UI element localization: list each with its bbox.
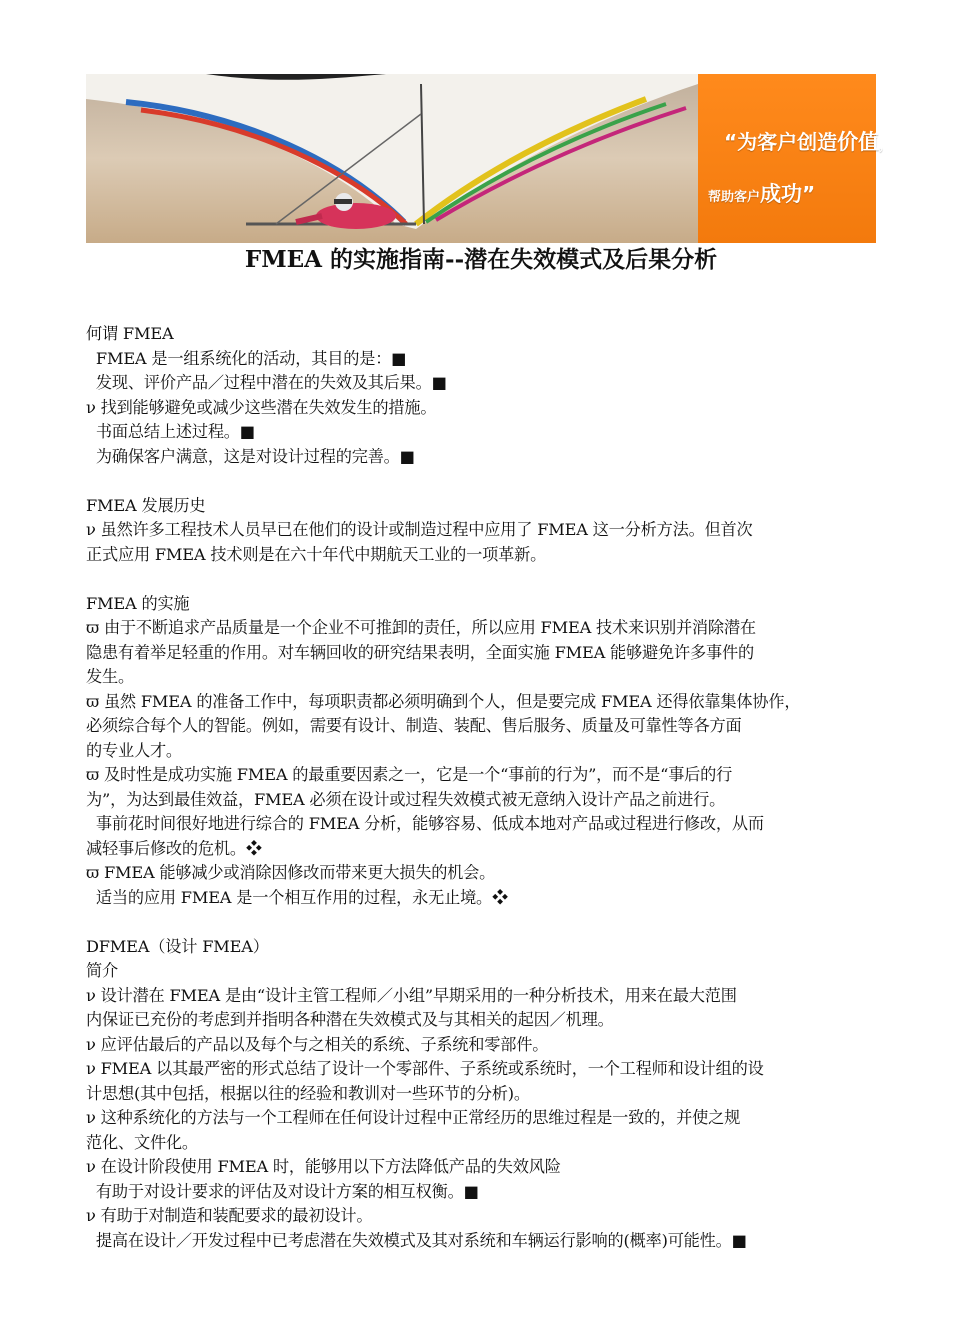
section-3 (86, 592, 886, 911)
slogan-line-2-suffix: ” (802, 182, 816, 206)
paragraph-line: ϖ FMEA 能够减少或消除因修改而带来更大损失的机会。 (86, 863, 496, 882)
paragraph-line: ϖ 及时性是成功实施 FMEA 的最重要因素之一，它是一个“事前的行为”，而不是“事后的行 (86, 765, 733, 784)
slogan-line-1 (724, 126, 892, 156)
paragraph-line: 发生。 (86, 667, 134, 686)
section-4 (86, 935, 886, 1254)
section-heading: DFMEA（设计 FMEA） (86, 936, 269, 956)
paragraph-line: 有助于对设计要求的评估及对设计方案的相互权衡。■ (86, 1181, 479, 1201)
slogan-line-1-emphasis: 价值 (837, 130, 880, 154)
paragraph-line: ν 虽然许多工程技术人员早已在他们的设计或制造过程中应用了 FMEA 这一分析方法。但首次 (86, 520, 753, 539)
slogan-line-2-emphasis: 成功 (760, 182, 803, 206)
paragraph-line: 书面总结上述过程。■ (86, 422, 255, 441)
section-heading: 何谓 FMEA (86, 324, 174, 343)
section-gap (86, 469, 886, 494)
paragraph-line: 内保证已充份的考虑到并指明各种潜在失效模式及与其相关的起因／机理。 (86, 1010, 614, 1029)
paragraph-line: 事前花时间很好地进行综合的 FMEA 分析，能够容易、低成本地对产品或过程进行修改，从而 (86, 814, 764, 833)
paragraph-line: ν 设计潜在 FMEA 是由“设计主管工程师／小组”早期采用的一种分析技术，用来在最大范围 (86, 985, 737, 1005)
paragraph-line: 范化、文件化。 (86, 1132, 198, 1152)
paragraph-line: 发现、评价产品／过程中潜在的失效及其后果。■ (86, 373, 447, 392)
paragraph-line: 隐患有着举足轻重的作用。对车辆回收的研究结果表明，全面实施 FMEA 能够避免许多事件的 (86, 642, 754, 662)
paragraph-line: ν 找到能够避免或减少这些潜在失效发生的措施。 (86, 397, 437, 417)
paragraph-line: 正式应用 FMEA 技术则是在六十年代中期航天工业的一项革新。 (86, 544, 547, 564)
paragraph-line: 适当的应用 FMEA 是一个相互作用的过程，永无止境。❖ (86, 887, 509, 907)
paragraph-line: 必须综合每个人的智能。例如，需要有设计、制造、装配、售后服务、质量及可靠性等各方面 (86, 716, 742, 735)
paragraph-line: 简介 (86, 961, 118, 980)
paragraph-line: ν 这种系统化的方法与一个工程师在任何设计过程中正常经历的思维过程是一致的，并使之规 (86, 1108, 741, 1127)
slogan-line-1-prefix: “为客户创造 (724, 130, 838, 154)
paragraph-line: ν 在设计阶段使用 FMEA 时，能够用以下方法降低产品的失效风险 (86, 1157, 561, 1176)
section-1 (86, 322, 886, 469)
paragraph-line: ν FMEA 以其最严密的形式总结了设计一个零部件、子系统或系统时，一个工程师和设计组的设 (86, 1059, 764, 1078)
paragraph-line: 计思想(其中包括，根据以往的经验和教训对一些环节的分析)。 (86, 1083, 530, 1103)
paragraph-line: 提高在设计／开发过程中已考虑潜在失效模式及其对系统和车辆运行影响的(概率)可能性。■ (86, 1230, 747, 1250)
paragraph-line: FMEA 是一组系统化的活动，其目的是：■ (86, 348, 407, 368)
paragraph-line: 的专业人才。 (86, 740, 182, 760)
paragraph-line: 为”，为达到最佳效益，FMEA 必须在设计或过程失效模式被无意纳入设计产品之前进行。 (86, 789, 726, 809)
section-gap (86, 910, 886, 935)
paragraph-line: ϖ 由于不断追求产品质量是一个企业不可推卸的责任，所以应用 FMEA 技术来识别并消除潜在 (86, 618, 756, 637)
document-title: FMEA 的实施指南--潜在失效模式及后果分析 (244, 246, 718, 273)
paragraph-line: 为确保客户满意，这是对设计过程的完善。■ (86, 446, 415, 466)
slogan-panel (698, 74, 893, 243)
slogan-line-1-suffix: ， (879, 138, 893, 153)
hang-glider-illustration (86, 74, 698, 243)
hang-glider-photo (86, 74, 698, 243)
section-2 (86, 494, 886, 568)
section-heading: FMEA 的实施 (86, 593, 190, 613)
paragraph-line: ν 有助于对制造和装配要求的最初设计。 (86, 1206, 373, 1225)
slogan-line-2 (708, 178, 815, 208)
header-banner (86, 74, 893, 243)
paragraph-line: 减轻事后修改的危机。❖ (86, 838, 262, 858)
section-gap (86, 567, 886, 592)
paragraph-line: ν 应评估最后的产品以及每个与之相关的系统、子系统和零部件。 (86, 1034, 549, 1054)
paragraph-line: ϖ 虽然 FMEA 的准备工作中，每项职责都必须明确到个人，但是要完成 FMEA 还得依靠集体协作， (86, 691, 801, 711)
slogan-line-2-prefix: 帮助客户 (708, 190, 761, 205)
document-body (86, 322, 886, 1253)
section-heading: FMEA 发展历史 (86, 495, 206, 515)
